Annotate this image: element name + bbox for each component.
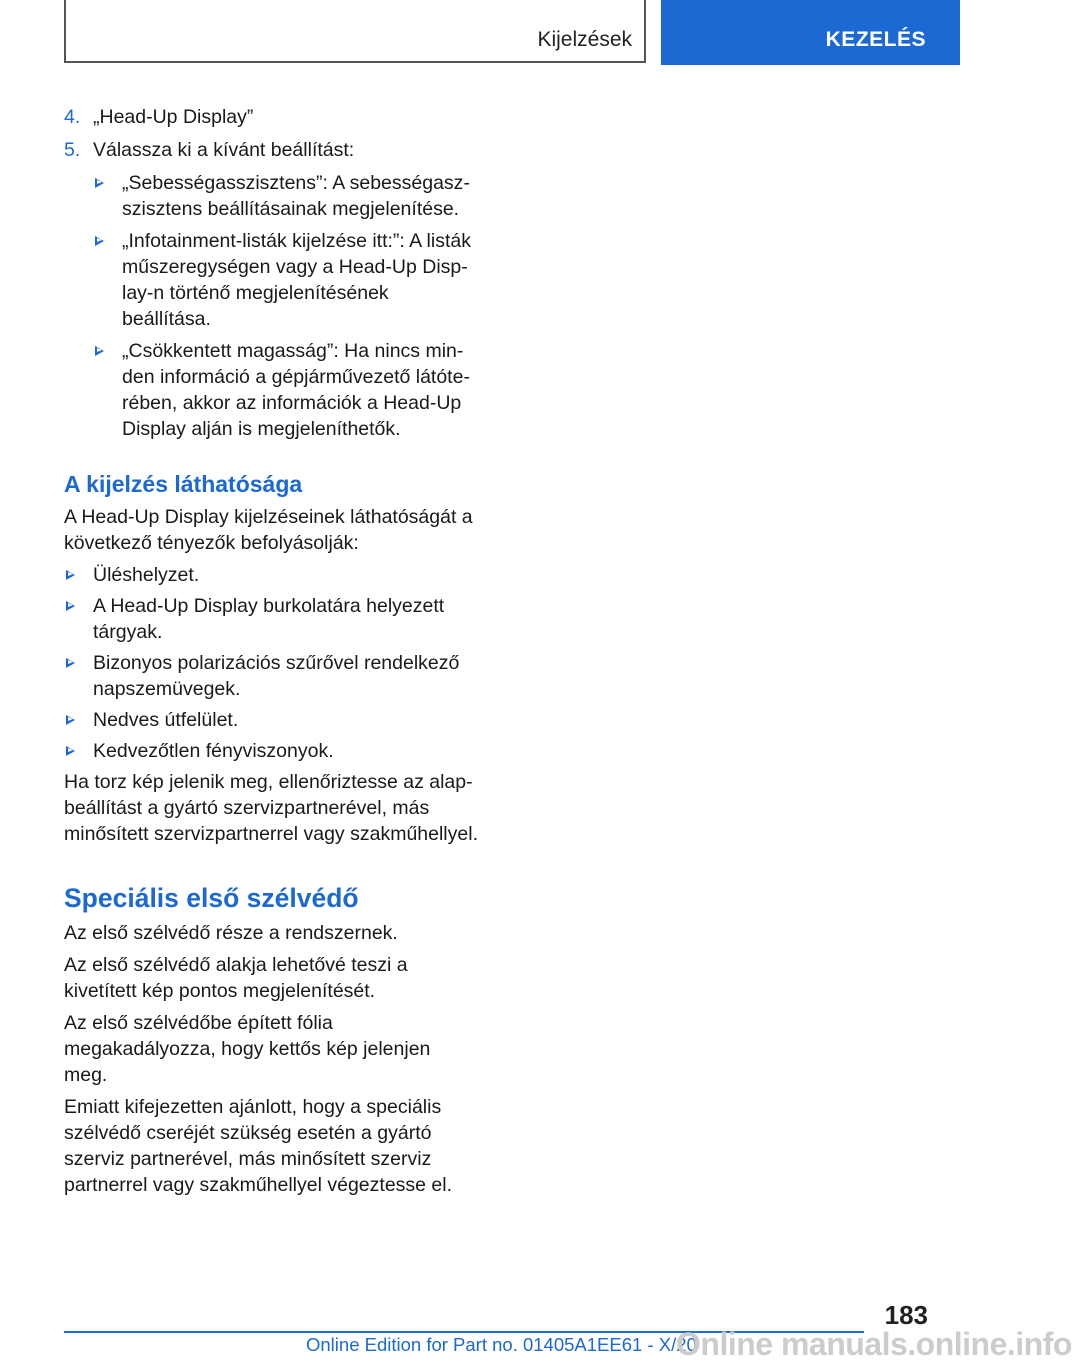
- list-item-text: A Head-Up Display burkolatára helyezett tárgyak.: [93, 595, 445, 643]
- watermark: Online manuals.online.info: [676, 1326, 1072, 1362]
- triangle-bullet-icon: [66, 570, 75, 580]
- list-item-text: „Sebességasszisztens”: A sebességaszszisztens beállításainak megjelenítése.: [122, 172, 470, 220]
- header-chapter-title: KEZELÉS: [825, 28, 926, 51]
- paragraph: Emiatt kifejezetten ajánlott, hogy a speciális szélvédő cseréjét szükség esetén a gyártó szerviz partnerével, más minősített szerviz partnerrel vagy szakműhellyel végeztesse el.: [64, 1096, 453, 1196]
- triangle-bullet-icon: [66, 715, 75, 725]
- paragraph: Az első szélvédő része a rendszernek.: [64, 922, 398, 944]
- list-item-text: Nedves útfelület.: [93, 709, 239, 731]
- list-item-text: „Csökkentett magasság”: Ha nincs minden információ a gépjárművezető látóterében, akkor az információk a Head-Up Display alján is megjeleníthetők.: [122, 340, 470, 440]
- triangle-bullet-icon: [95, 236, 104, 246]
- main-content: [64, 104, 478, 1204]
- list-item-text: Kedvezőtlen fényviszonyok.: [93, 740, 334, 762]
- triangle-bullet-icon: [95, 346, 104, 356]
- triangle-bullet-icon: [66, 601, 75, 611]
- paragraph: Az első szélvédőbe épített fólia megakadályozza, hogy kettős kép jelenjen meg.: [64, 1012, 431, 1086]
- triangle-bullet-icon: [66, 746, 75, 756]
- page-number: 183: [884, 1300, 928, 1330]
- numbered-step: [64, 104, 478, 130]
- step-text: Válassza ki a kívánt beállítást:: [93, 139, 355, 161]
- section-heading-visibility: A kijelzés láthatósága: [64, 471, 303, 497]
- numbered-step: [64, 137, 478, 163]
- paragraph: A Head-Up Display kijelzéseinek láthatóságát a következő tényezők befolyásolják:: [64, 506, 473, 554]
- list-item: [64, 650, 478, 702]
- list-item: [93, 228, 478, 332]
- header-section-box: [64, 0, 646, 63]
- list-item-text: „Infotainment-listák kijelzése itt:”: A listák műszeregységen vagy a Head-Up Display-n történő megjelenítésének beállítása.: [122, 230, 471, 330]
- step-number: 5.: [64, 139, 81, 161]
- option-list: [64, 170, 478, 442]
- paragraph: Az első szélvédő alakja lehetővé teszi a kivetített kép pontos megjelenítését.: [64, 954, 408, 1002]
- header-section-title: Kijelzések: [537, 28, 632, 51]
- footer-edition: Online Edition for Part no. 01405A1EE61 - X/20: [306, 1334, 697, 1355]
- step-number: 4.: [64, 106, 81, 128]
- list-item: [64, 738, 478, 764]
- paragraph: Ha torz kép jelenik meg, ellenőriztesse az alapbeállítást a gyártó szervizpartnerével, más minősített szervizpartnerrel vagy szakműhellyel.: [64, 771, 478, 845]
- section-heading-windshield: Speciális első szélvédő: [64, 883, 359, 913]
- list-item: [93, 170, 478, 222]
- list-item-text: Üléshelyzet.: [93, 564, 200, 586]
- list-item: [93, 338, 478, 442]
- list-item: [64, 707, 478, 733]
- step-text: „Head-Up Display”: [93, 106, 254, 128]
- triangle-bullet-icon: [66, 658, 75, 668]
- header-chapter-box: [661, 0, 960, 65]
- list-item-text: Bizonyos polarizációs szűrővel rendelkező napszemüvegek.: [93, 652, 460, 700]
- list-item: [64, 593, 478, 645]
- list-item: [64, 562, 478, 588]
- triangle-bullet-icon: [95, 178, 104, 188]
